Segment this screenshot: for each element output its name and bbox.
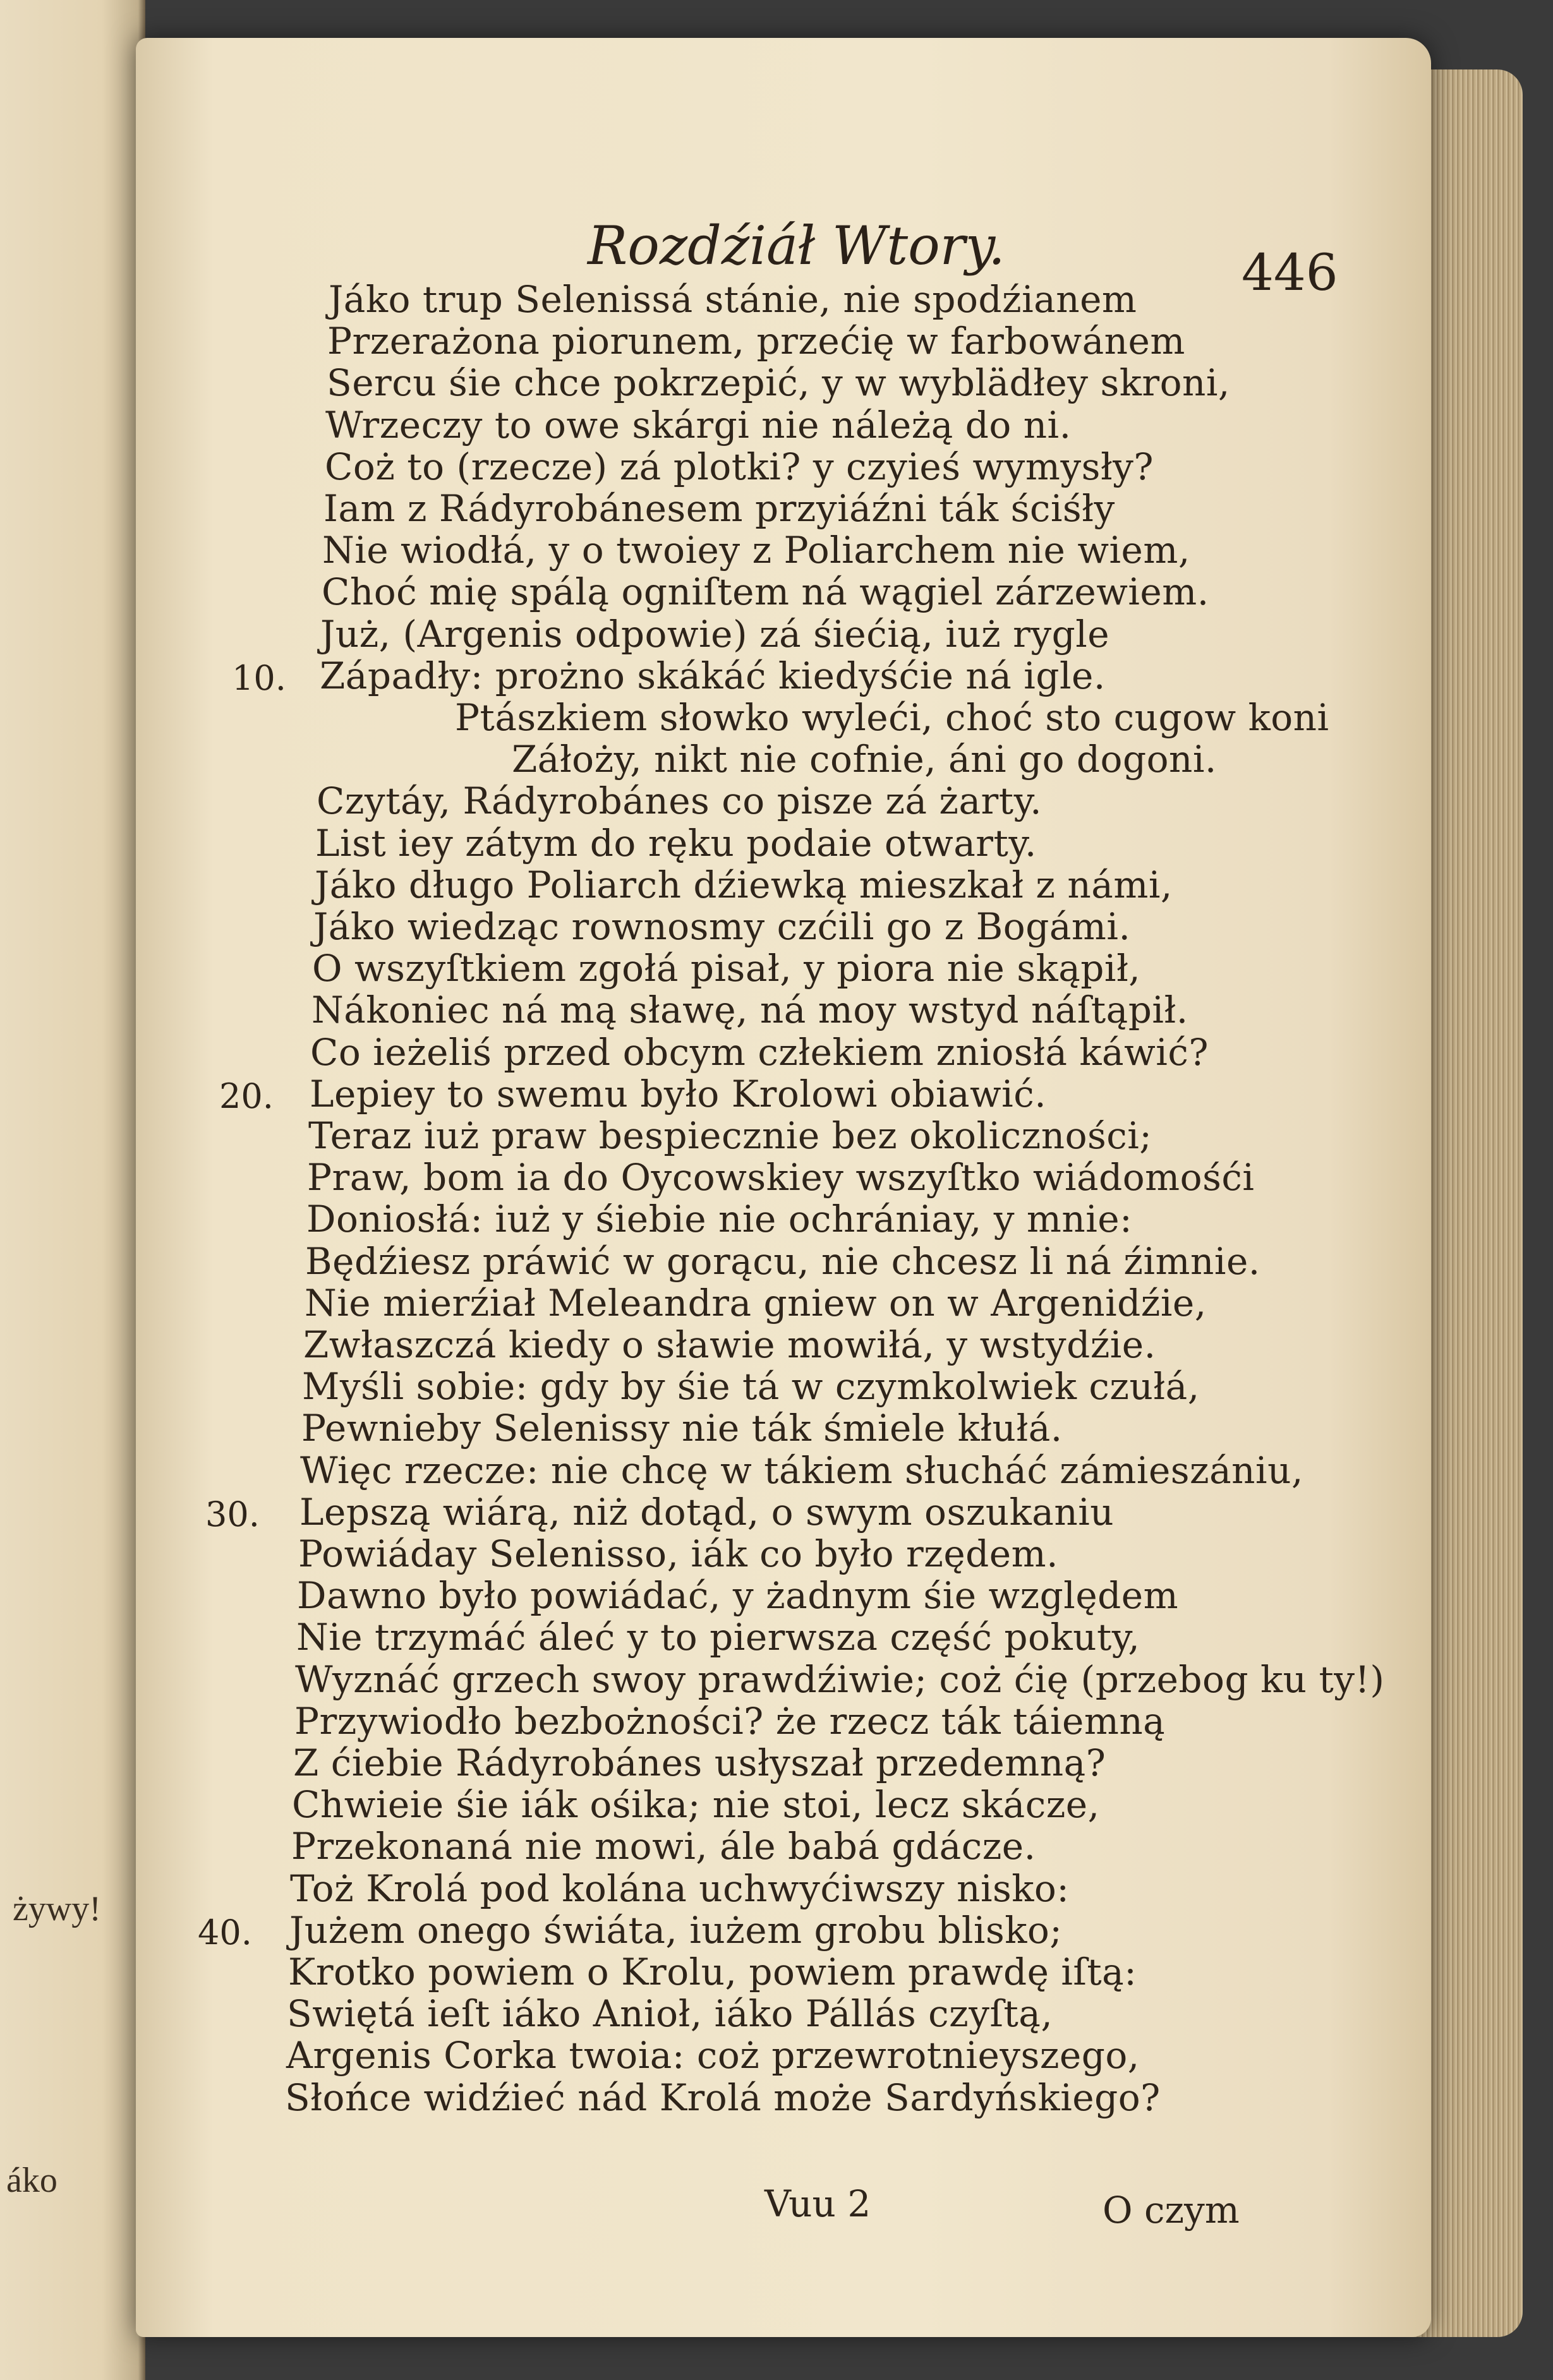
verse-line: Doniosłá: iuż y śiebie nie ochrániay, y mnie:: [306, 1198, 1133, 1241]
verse-line: Jáko długo Poliarch dźiewką mieszkał z námi,: [315, 863, 1173, 906]
page-number: 446: [1242, 243, 1338, 302]
verse-line: Przywiodło bezbożności? że rzecz ták táiemną: [294, 1700, 1166, 1743]
verse-line: Przerażona piorunem, przećię w farbowánem: [327, 320, 1185, 363]
verse-line: Teraz iuż praw bespiecznie bez okoliczności;: [308, 1114, 1152, 1157]
chapter-title: Rozdźiáł Wtory.: [588, 215, 1005, 277]
verse-line: Nákoniec ná mą sławę, ná moy wstyd náſtąpił.: [311, 989, 1188, 1031]
line-number: 30.: [205, 1494, 260, 1534]
verse-line: Jużem onego świáta, iużem grobu blisko;: [289, 1909, 1063, 1952]
verse-line: Lepiey to swemu było Krolowi obiawić.: [310, 1073, 1047, 1115]
verse-line: O wszyſtkiem zgołá pisał, y piora nie skąpił,: [312, 947, 1141, 990]
left-page-fragment: żywy!: [13, 1889, 101, 1928]
verse-line: Powiáday Selenisso, iák co było rzędem.: [298, 1532, 1059, 1575]
left-page: [0, 0, 145, 2380]
line-number: 20.: [219, 1076, 274, 1116]
verse-line: Nie wiodłá, y o twoiey z Poliarchem nie wiem,: [322, 529, 1190, 572]
verse-line: List iey zátym do ręku podaie otwarty.: [315, 822, 1037, 865]
signature-mark: Vuu 2: [764, 2182, 871, 2225]
verse-line: Dawno było powiádać, y żadnym śie względem: [297, 1574, 1179, 1617]
verse-line: Choć mię spálą ogniſtem ná wągiel zárzewiem.: [322, 570, 1209, 613]
verse-line: Więc rzecze: nie chcę w tákiem słucháć zámieszániu,: [300, 1449, 1303, 1492]
verse-line: Toż Krolá pod kolána uchwyćiwszy nisko:: [290, 1867, 1070, 1910]
line-number: 10.: [232, 658, 286, 698]
verse-line: Wyznáć grzech swoy prawdźiwie; coż ćię (przebog ku ty!): [295, 1658, 1385, 1701]
verse-line: Swiętá ieſt iáko Anioł, iáko Pállás czyſtą,: [287, 1992, 1053, 2035]
verse-line: Co ieżeliś przed obcym człekiem zniosłá káwić?: [310, 1031, 1209, 1074]
verse-line: Myśli sobie: gdy by śie tá w czymkolwiek czułá,: [302, 1365, 1200, 1408]
verse-line: Nie mierźiał Meleandra gniew on w Argenidźie,: [305, 1282, 1207, 1325]
verse-line: Jáko trup Selenissá stánie, nie spodźianem: [329, 278, 1137, 321]
verse-line: Nie trzymáć áleć y to pierwsza część pokuty,: [296, 1616, 1140, 1659]
verse-line: Czytáy, Rádyrobánes co pisze zá żarty.: [317, 779, 1042, 822]
verse-line: Pewnieby Selenissy nie ták śmiele kłułá.: [301, 1407, 1063, 1450]
verse-line: Praw, bom ia do Oycowskiey wszyſtko wiádomośći: [307, 1156, 1255, 1199]
catchword: O czym: [1103, 2189, 1240, 2232]
verse-line: Sercu śie chce pokrzepić, y w wyblädłey skroni,: [327, 361, 1230, 404]
verse-line: Z ćiebie Rádyrobánes usłyszał przedemną?: [293, 1741, 1106, 1784]
verse-line: Iam z Rádyrobánesem przyiáźni ták ściśły: [323, 487, 1115, 530]
verse-line: Záłoży, nikt nie cofnie, áni go dogoni.: [512, 738, 1217, 781]
verse-line: Już, (Argenis odpowie) zá śiećią, iuż rygle: [320, 613, 1110, 656]
verse-line: Chwieie śie iák ośika; nie stoi, lecz skácze,: [292, 1783, 1100, 1826]
verse-line: Będźiesz práwić w gorącu, nie chcesz li ná źimnie.: [305, 1240, 1260, 1283]
left-page-fragment: áko: [6, 2161, 57, 2200]
verse-line: Krotko powiem o Krolu, powiem prawdę iſtą:: [288, 1950, 1137, 1993]
verse-line: Przekonaná nie mowi, ále babá gdácze.: [291, 1825, 1036, 1868]
verse-line: Coż to (rzecze) zá plotki? y czyieś wymysły?: [325, 445, 1154, 488]
line-number: 40.: [198, 1913, 252, 1952]
verse-line: Ptászkiem słowko wyleći, choć sto cugow koni: [455, 696, 1329, 739]
verse-line: Słońce widźieć nád Krolá może Sardyńskiego?: [285, 2076, 1161, 2119]
verse-line: Zwłaszczá kiedy o sławie mowiłá, y wstydźie.: [303, 1323, 1156, 1366]
verse-line: Argenis Corka twoia: coż przewrotnieyszego,: [286, 2034, 1140, 2077]
verse-line: Západły: prożno skákáć kiedyśćie ná igle.: [320, 654, 1106, 697]
verse-line: Jáko wiedząc rownosmy czćili go z Bogámi.: [313, 905, 1131, 948]
verse-line: Wrzeczy to owe skárgi nie náleżą do ni.: [325, 404, 1072, 447]
verse-line: Lepszą wiárą, niż dotąd, o swym oszukaniu: [299, 1491, 1115, 1534]
